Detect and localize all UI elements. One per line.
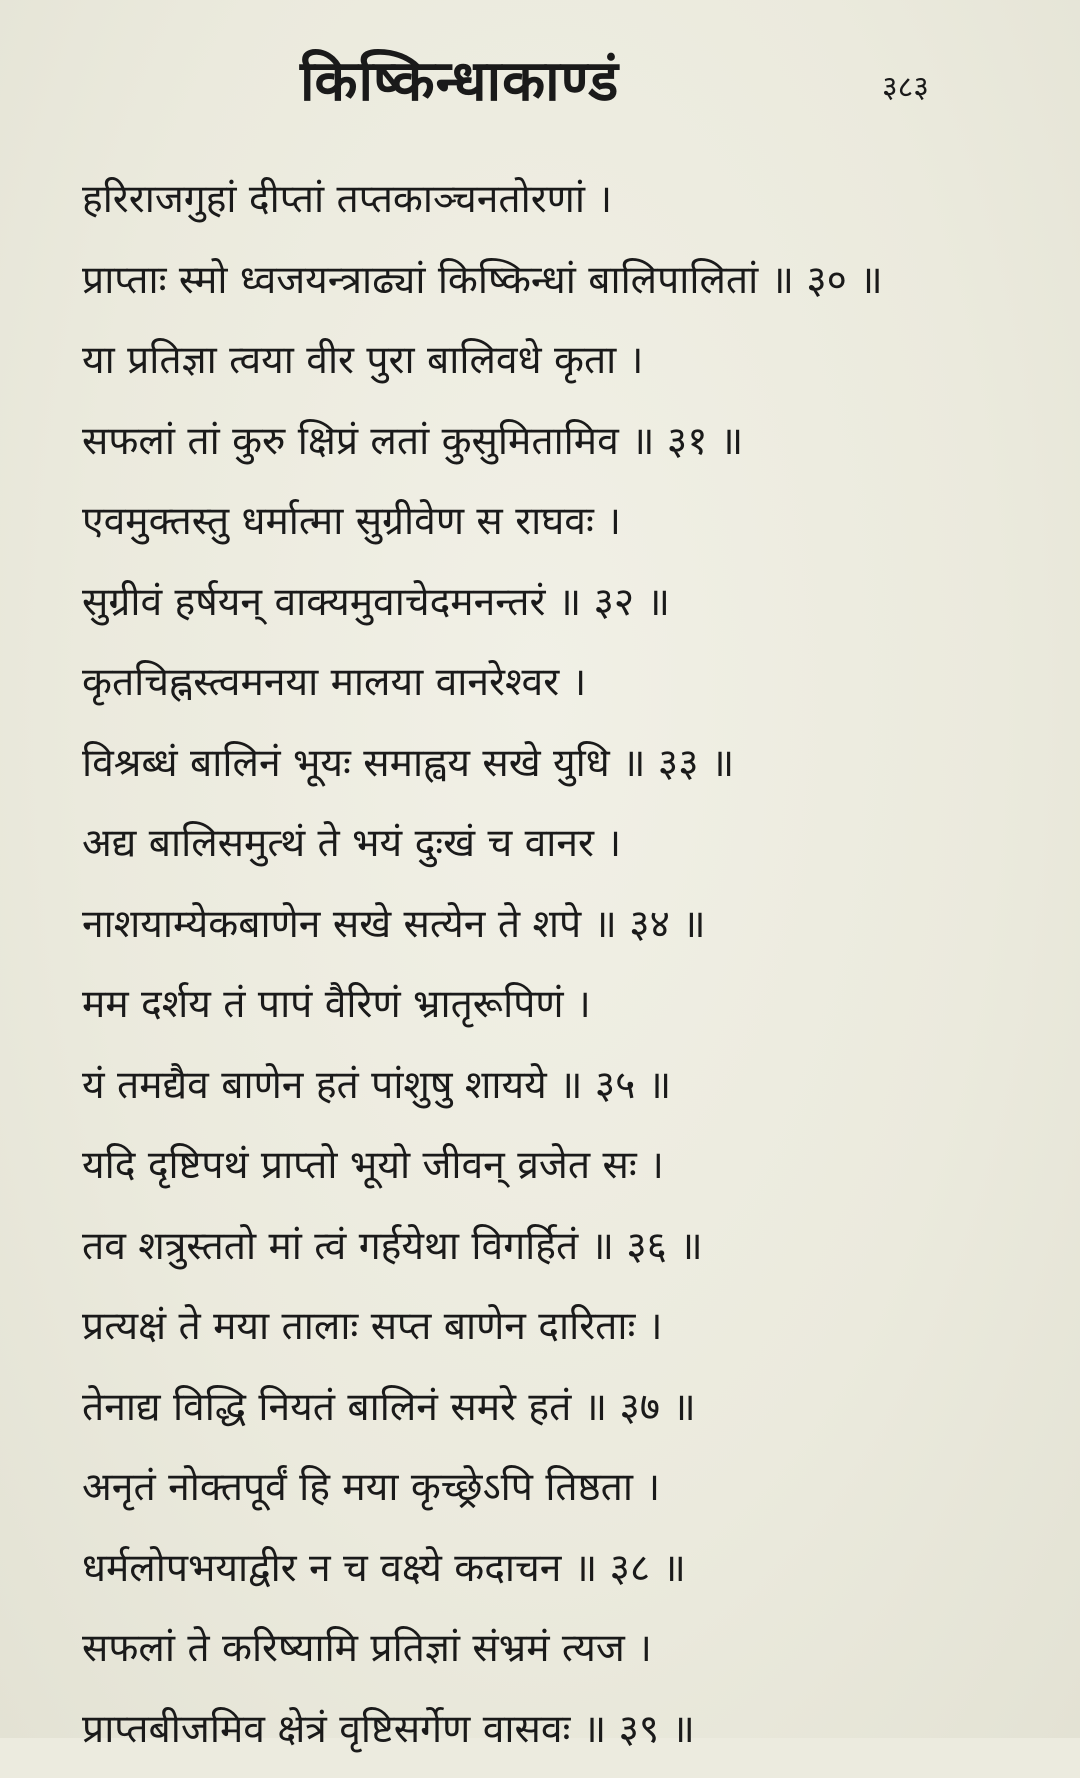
verse-line: मम दर्शय तं पापं वैरिणं भ्रातृरूपिणं । bbox=[82, 973, 1042, 1054]
verse-line: या प्रतिज्ञा त्वया वीर पुरा बालिवधे कृता । bbox=[82, 329, 1042, 410]
running-head bbox=[0, 38, 1080, 128]
verse-line: विश्रब्धं बालिनं भूयः समाह्वय सखे युधि ॥ ३३ ॥ bbox=[82, 732, 1042, 813]
verse-line: यं तमद्यैव बाणेन हतं पांशुषु शायये ॥ ३५ ॥ bbox=[82, 1054, 1042, 1135]
verse-line: अद्य बालिसमुत्थं ते भयं दुःखं च वानर । bbox=[82, 812, 1042, 893]
verse-line: कृतचिह्नस्त्वमनया मालया वानरेश्वर । bbox=[82, 651, 1042, 732]
verse-line: सुग्रीवं हर्षयन् वाक्यमुवाचेदमनन्तरं ॥ ३२ ॥ bbox=[82, 571, 1042, 652]
verse-line: सफलां ते करिष्यामि प्रतिज्ञां संभ्रमं त्यज । bbox=[82, 1617, 1042, 1698]
verse-block bbox=[82, 168, 1042, 1778]
verse-line: तेनाद्य विद्धि नियतं बालिनं समरे हतं ॥ ३७ ॥ bbox=[82, 1376, 1042, 1457]
verse-line: तव शत्रुस्ततो मां त्वं गर्हयेथा विगर्हितं ॥ ३६ ॥ bbox=[82, 1215, 1042, 1296]
verse-line: धर्मलोपभयाद्वीर न च वक्ष्ये कदाचन ॥ ३८ ॥ bbox=[82, 1537, 1042, 1618]
verse-line: सफलां तां कुरु क्षिप्रं लतां कुसुमितामिव ॥ ३१ ॥ bbox=[82, 410, 1042, 491]
verse-line: हरिराजगुहां दीप्तां तप्तकाञ्चनतोरणां । bbox=[82, 168, 1042, 249]
verse-line: प्रत्यक्षं ते मया तालाः सप्त बाणेन दारिताः । bbox=[82, 1295, 1042, 1376]
verse-line: प्राप्तबीजमिव क्षेत्रं वृष्टिसर्गेण वासवः ॥ ३९ ॥ bbox=[82, 1698, 1042, 1778]
verse-line: नाशयाम्येकबाणेन सखे सत्येन ते शपे ॥ ३४ ॥ bbox=[82, 893, 1042, 974]
verse-line: यदि दृष्टिपथं प्राप्तो भूयो जीवन् व्रजेत सः । bbox=[82, 1134, 1042, 1215]
page-title: किष्किन्धाकाण्डं bbox=[300, 46, 619, 116]
page-number: ३८३ bbox=[882, 68, 929, 108]
verse-line: एवमुक्तस्तु धर्मात्मा सुग्रीवेण स राघवः । bbox=[82, 490, 1042, 571]
verse-line: अनृतं नोक्तपूर्वं हि मया कृच्छ्रेऽपि तिष्ठता । bbox=[82, 1456, 1042, 1537]
verse-line: प्राप्ताः स्मो ध्वजयन्त्राढ्यां किष्किन्धां बालिपालितां ॥ ३० ॥ bbox=[82, 249, 1042, 330]
